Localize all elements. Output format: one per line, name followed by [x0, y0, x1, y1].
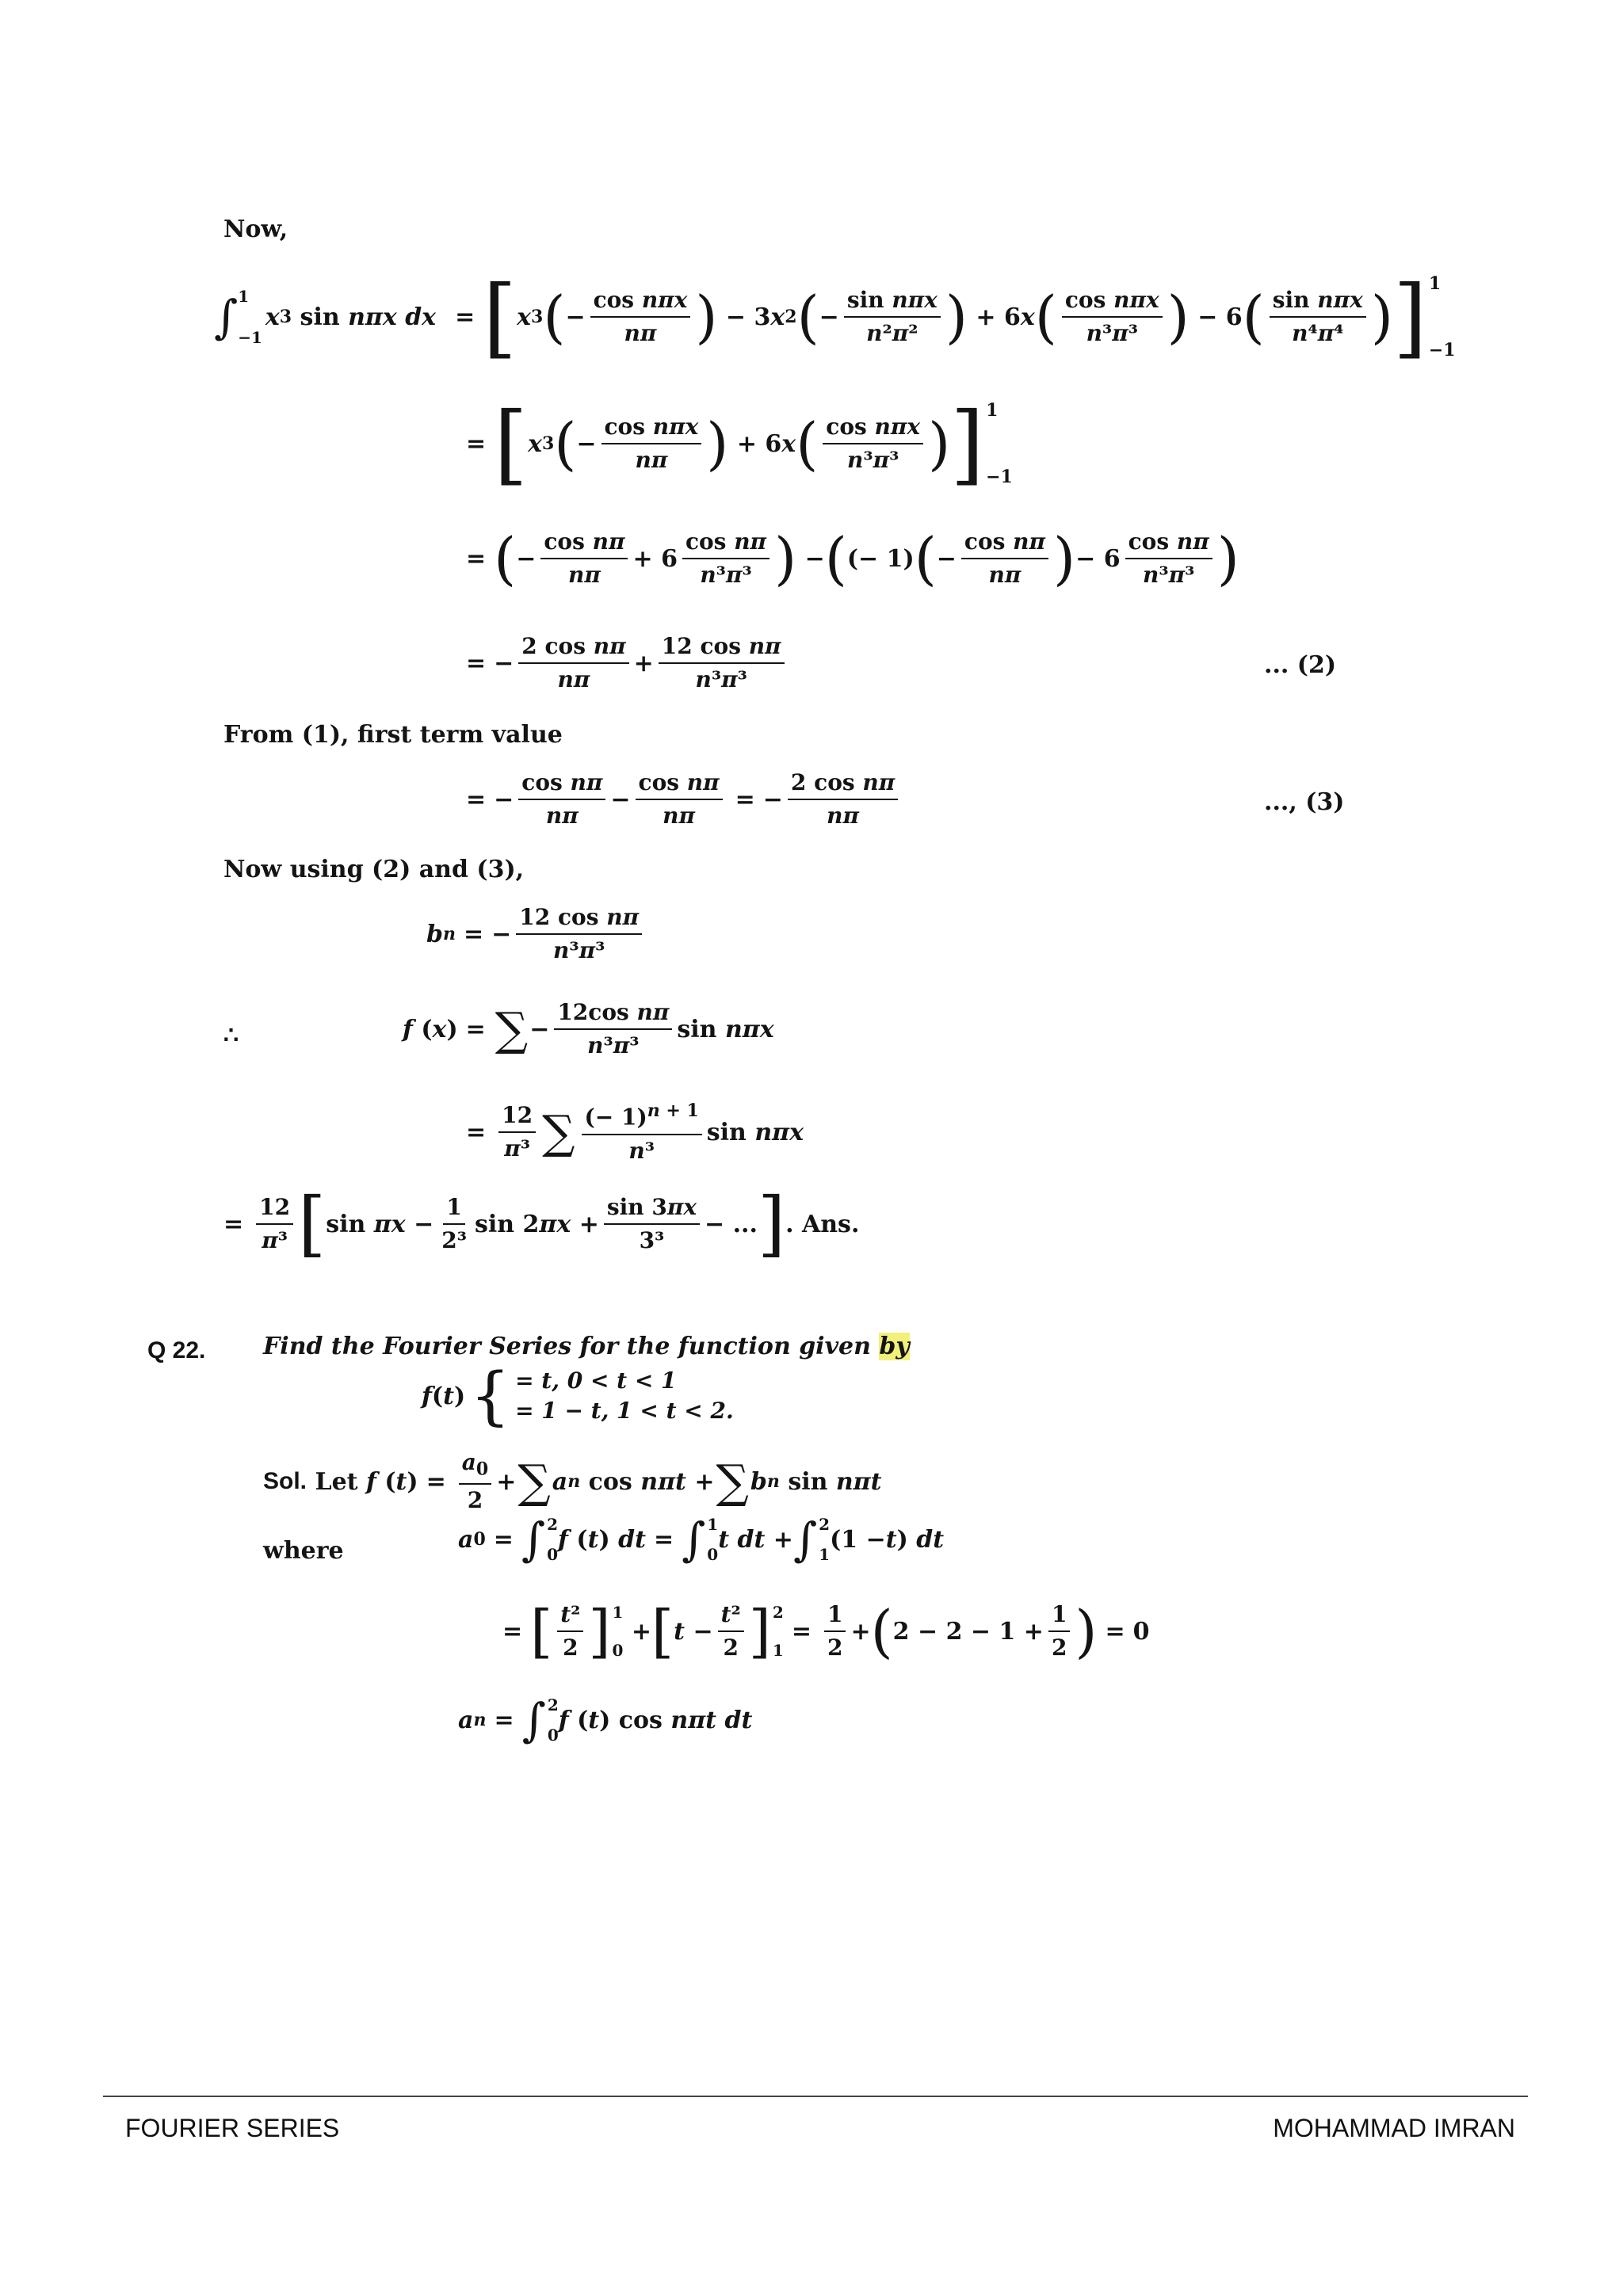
integral-line-3: = ( − $\frac{\text{cos nπ}}{n\pi}$ + 6 $\frac{\text{cos nπ}}{\text{n³π³}}$ ) − ( (− 1) ( − $\frac{\text{cos nπ}}{n\pi}$ ) − 6 $\frac{\text{cos nπ}}{\text{n³π³}}$ ) — [466, 525, 1239, 593]
question-text — [263, 1333, 910, 1360]
a0-equation: a 0 = ∫ 2 0 f ( t ) dt = ∫ 1 0 t dt + ∫ 2 1 (1 − t ) dt — [458, 1512, 945, 1566]
an-equation: a n = ∫ 2 0 f ( t ) cos nπt dt — [458, 1693, 753, 1747]
bn-equation: b n = − $\frac{\text{12 cos nπ}}{\text{n³π³}}$ — [426, 905, 647, 963]
now-label: Now, — [223, 215, 288, 243]
question-text-by: by — [879, 1333, 910, 1360]
where-label: where — [263, 1537, 344, 1565]
sol-label: Sol. — [263, 1468, 307, 1495]
from-1-label: From (1), first term value — [223, 721, 563, 749]
piecewise-case-2: = 1 − t, 1 < t < 2. — [515, 1398, 734, 1424]
fx-equation: f ( x ) = ∑ − $\frac{\text{12cos nπ}}{\text{n³π³}}$ sin nπx — [403, 999, 774, 1059]
first-term-equation: = − $\frac{\text{cos nπ}}{n\pi}$ − $\frac{\text{cos nπ}}{n\pi}$ = − $\frac{\text{2 cos nπ}}{n\pi}$ — [458, 770, 903, 829]
footer-right: MOHAMMAD IMRAN — [1273, 2114, 1515, 2142]
integral-line-1: ∫ 1 −1 x 3 sin nπx dx = [ x 3 ( − $\frac{\text{cos nπx}}{n\pi}$ ) − 3 x 2 ( − $\frac{\text{sin nπx}}{\text{n²π²}}$ ) + 6 x ( $\frac{\text{cos nπx}}{\text{n³π³}}$ ) − 6 ( $\frac{\text{sin nπx}}{\text{n⁴π⁴}}$ ) ] 1 −1 — [214, 266, 1456, 368]
footer-left: FOURIER SERIES — [125, 2114, 340, 2142]
a0-evaluation: = [ $\frac{\text{t²}}{2}$ ] 1 0 + [ t − $\frac{\text{t²}}{2}$ ] 2 1 = $\frac{1}{2}$ + ( 2 − 2 − 1 + $\frac{1}{2}$ ) = 0 — [502, 1598, 1150, 1665]
footer-rule — [103, 2096, 1528, 2097]
piecewise-definition: f ( t ) { = t, 0 < t < 1 = 1 − t, 1 < t < 2. — [422, 1359, 734, 1432]
question-number: Q 22. — [147, 1337, 206, 1363]
equation-tag-2: ... (2) — [1264, 651, 1337, 679]
question-text-main: Find the Fourier Series for the function given — [263, 1333, 871, 1360]
final-series-equation: = $\frac{12}{\text{π³}}$ [ sin πx − $\frac{1}{\text{2³}}$ sin 2 πx + $\frac{\sin 3\pi x}{\text{3³}}$ − ... ] . Ans. — [223, 1182, 860, 1265]
therefore-symbol: ∴ — [223, 1022, 239, 1050]
integral-line-2: = [ x 3 ( − $\frac{\text{cos nπx}}{n\pi}$ ) + 6 x ( $\frac{\text{cos nπx}}{\text{n³π³}}$ ) ] 1 −1 — [466, 393, 1013, 494]
solution-line: Sol. Let f ( t ) = $\frac{a_0}{2}$ + ∑ a n cos nπt + ∑ b n sin nπt — [263, 1449, 882, 1513]
now-using-label: Now using (2) and (3), — [223, 856, 525, 883]
let-label: Let — [315, 1467, 358, 1496]
integral-line-4: = − $\frac{\text{2 cos nπ}}{n\pi}$ + $\frac{\text{12 cos nπ}}{\text{n³π³}}$ — [458, 634, 789, 692]
ans-label: Ans. — [801, 1210, 860, 1238]
equation-tag-3: ..., (3) — [1264, 788, 1345, 816]
fx-series-equation: = $\frac{12}{\text{π³}}$ ∑ $\frac{(- 1)^{n + 1}}{\text{n³}}$ sin nπx — [466, 1100, 804, 1164]
piecewise-case-1: = t, 0 < t < 1 — [515, 1367, 677, 1394]
